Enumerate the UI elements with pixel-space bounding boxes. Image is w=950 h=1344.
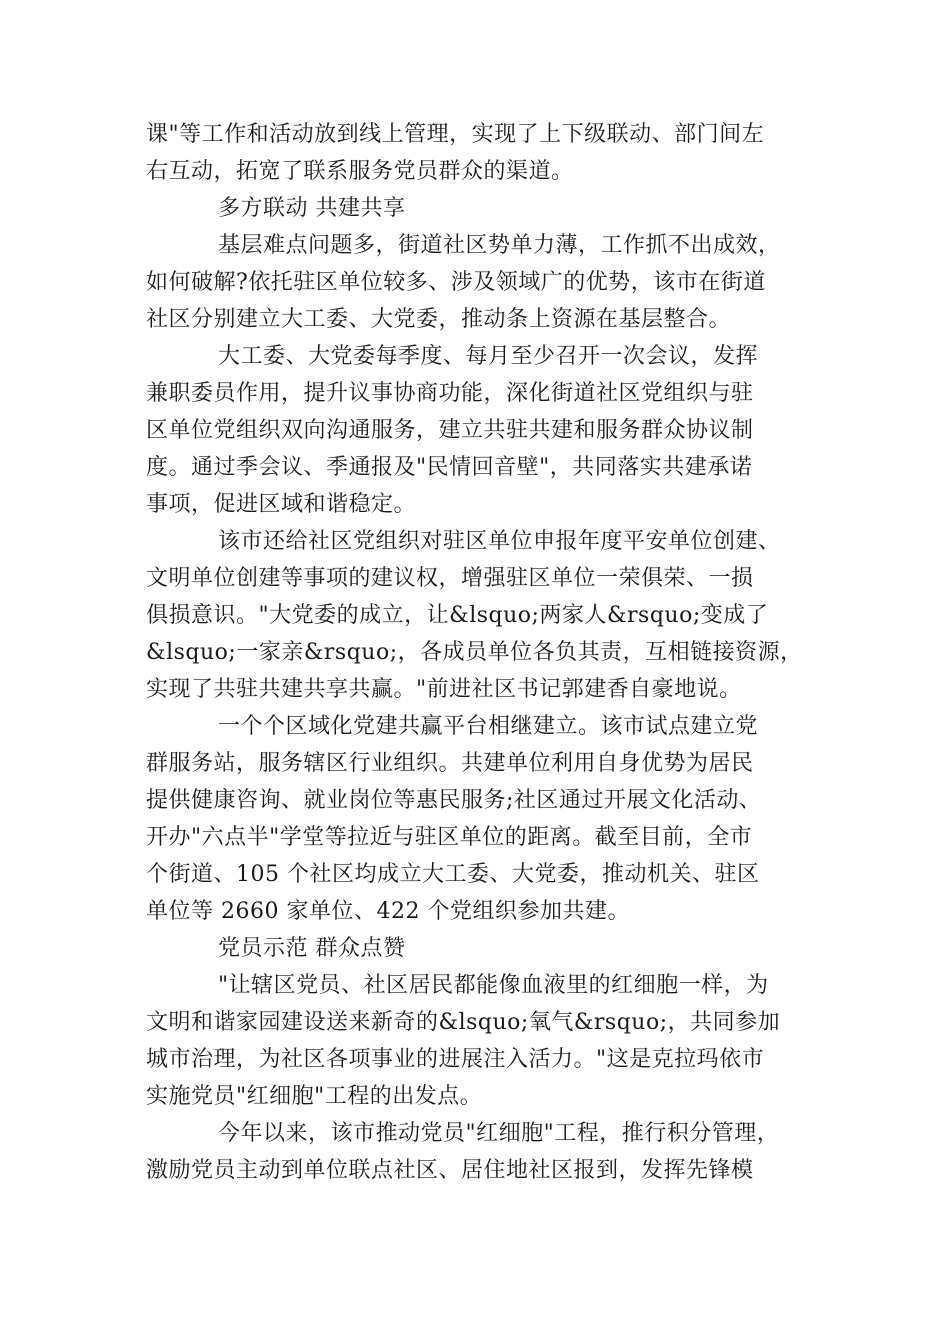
document-body [146, 116, 806, 1189]
text-line: 个街道、105 个社区均成立大工委、大党委，推动机关、驻区 [146, 862, 760, 887]
text-line: 社区分别建立大工委、大党委，推动条上资源在基层整合。 [146, 307, 732, 332]
text-line: 右互动，拓宽了联系服务党员群众的渠道。 [146, 159, 574, 184]
text-line: 城市治理，为社区各项事业的进展注入活力。"这是克拉玛依市 [146, 1047, 765, 1072]
text-line: 该市还给社区党组织对驻区单位申报年度平安单位创建、 [218, 529, 781, 554]
text-line: 兼职委员作用，提升议事协商功能，深化街道社区党组织与驻 [146, 381, 754, 406]
section-heading: 党员示范 群众点赞 [218, 936, 406, 961]
text-line: "让辖区党员、社区居民都能像血液里的红细胞一样，为 [218, 973, 769, 998]
text-line: 群服务站，服务辖区行业组织。共建单位利用自身优势为居民 [146, 751, 754, 776]
text-line: 实施党员"红细胞"工程的出发点。 [146, 1084, 483, 1109]
text-line: 区单位党组织双向沟通服务，建立共驻共建和服务群众协议制 [146, 418, 754, 443]
section-heading: 多方联动 共建共享 [218, 196, 406, 221]
text-line: 度。通过季会议、季通报及"民情回音壁"，共同落实共建承诺 [146, 455, 753, 480]
text-line: 开办"六点半"学堂等拉近与驻区单位的距离。截至目前，全市 [146, 825, 753, 850]
text-line: 文明和谐家园建设送来新奇的&lsquo;氧气&rsquo;，共同参加 [146, 1010, 781, 1035]
text-line: 今年以来，该市推动党员"红细胞"工程，推行积分管理， [218, 1121, 780, 1146]
text-line: 单位等 2660 家单位、422 个党组织参加共建。 [146, 899, 630, 924]
text-line: 提供健康咨询、就业岗位等惠民服务;社区通过开展文化活动、 [146, 788, 762, 813]
text-line: 俱损意识。"大党委的成立，让&lsquo;两家人&rsquo;变成了 [146, 603, 769, 628]
text-line: 一个个区域化党建共赢平台相继建立。该市试点建立党 [218, 714, 759, 739]
text-line: 基层难点问题多，街道社区势单力薄，工作抓不出成效， [218, 233, 781, 258]
text-line: 激励党员主动到单位联点社区、居住地社区报到，发挥先锋模 [146, 1158, 754, 1183]
text-line: 事项，促进区域和谐稳定。 [146, 492, 417, 517]
text-line: 课"等工作和活动放到线上管理，实现了上下级联动、部门间左 [146, 122, 765, 147]
text-line: &lsquo;一家亲&rsquo;，各成员单位各负其责，互相链接资源， [146, 640, 803, 665]
text-line: 实现了共驻共建共享共赢。"前进社区书记郭建香自豪地说。 [146, 677, 742, 702]
text-line: 如何破解?依托驻区单位较多、涉及领域广的优势，该市在街道 [146, 270, 766, 295]
text-line: 文明单位创建等事项的建议权，增强驻区单位一荣俱荣、一损 [146, 566, 754, 591]
text-line: 大工委、大党委每季度、每月至少召开一次会议，发挥 [218, 344, 759, 369]
